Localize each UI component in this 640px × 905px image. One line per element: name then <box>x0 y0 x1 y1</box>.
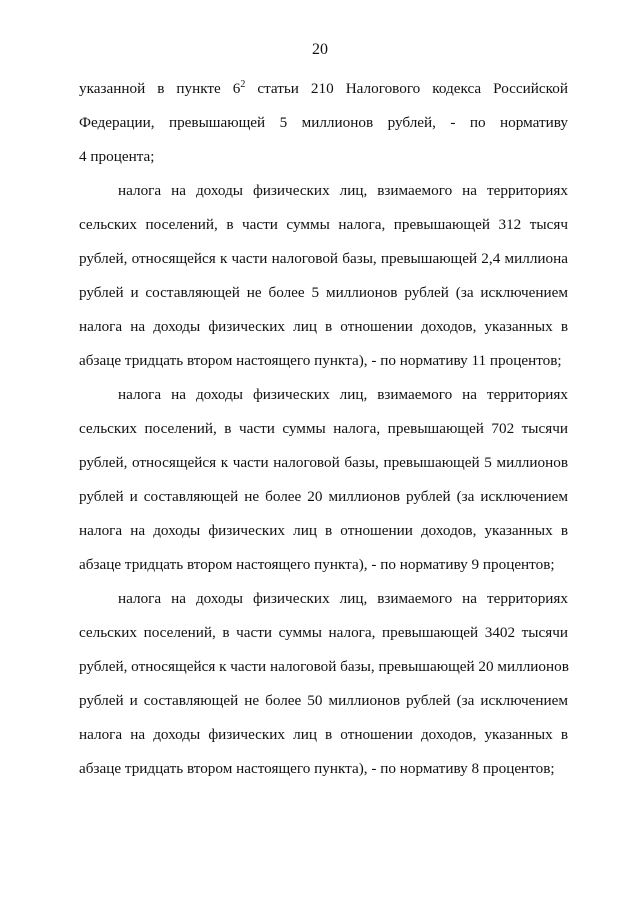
superscript: 2 <box>240 79 246 90</box>
text-line: абзаце тридцать втором настоящего пункта), - по нормативу 11 процентов; <box>79 352 562 369</box>
text-line: абзаце тридцать втором настоящего пункта), - по нормативу 8 процентов; <box>79 760 555 777</box>
paragraph-3 <box>79 378 568 582</box>
text-line: рублей и составляющей не более 50 миллионов рублей (за исключением <box>79 692 568 709</box>
paragraph-1 <box>79 72 568 174</box>
text-line: налога на доходы физических лиц, взимаемого на территориях <box>118 590 568 607</box>
text-line: указанной в пункте $6^2$ статьи 210 Налогового кодекса Российской <box>79 79 568 97</box>
paragraph-2 <box>79 174 568 378</box>
text-line: налога на доходы физических лиц в отношении доходов, указанных в <box>79 522 568 539</box>
text-line: Федерации, превышающей 5 миллионов рублей, - по нормативу <box>79 114 568 131</box>
text-line: рублей, относящейся к части налоговой базы, превышающей 2,4 миллиона <box>79 250 568 267</box>
text-line: 4 процента; <box>79 148 155 165</box>
text-line: налога на доходы физических лиц в отношении доходов, указанных в <box>79 318 568 335</box>
text-line: сельских поселений, в части суммы налога, превышающей 3402 тысячи <box>79 624 568 641</box>
text-line: налога на доходы физических лиц, взимаемого на территориях <box>118 386 568 403</box>
text-line: абзаце тридцать втором настоящего пункта), - по нормативу 9 процентов; <box>79 556 555 573</box>
text-line: рублей и составляющей не более 5 миллионов рублей (за исключением <box>79 284 568 301</box>
text-line: сельских поселений, в части суммы налога, превышающей 702 тысячи <box>79 420 568 437</box>
text-line: налога на доходы физических лиц, взимаемого на территориях <box>118 182 568 199</box>
text-line: рублей, относящейся к части налоговой базы, превышающей 5 миллионов <box>79 454 568 471</box>
document-body <box>79 72 568 786</box>
text-line: рублей и составляющей не более 20 миллионов рублей (за исключением <box>79 488 568 505</box>
page-number: 20 <box>312 41 328 58</box>
text-line: налога на доходы физических лиц в отношении доходов, указанных в <box>79 726 568 743</box>
paragraph-4 <box>79 582 568 786</box>
text-line: сельских поселений, в части суммы налога, превышающей 312 тысяч <box>79 216 568 233</box>
text-line: рублей, относящейся к части налоговой базы, превышающей 20 миллионов <box>79 658 569 675</box>
